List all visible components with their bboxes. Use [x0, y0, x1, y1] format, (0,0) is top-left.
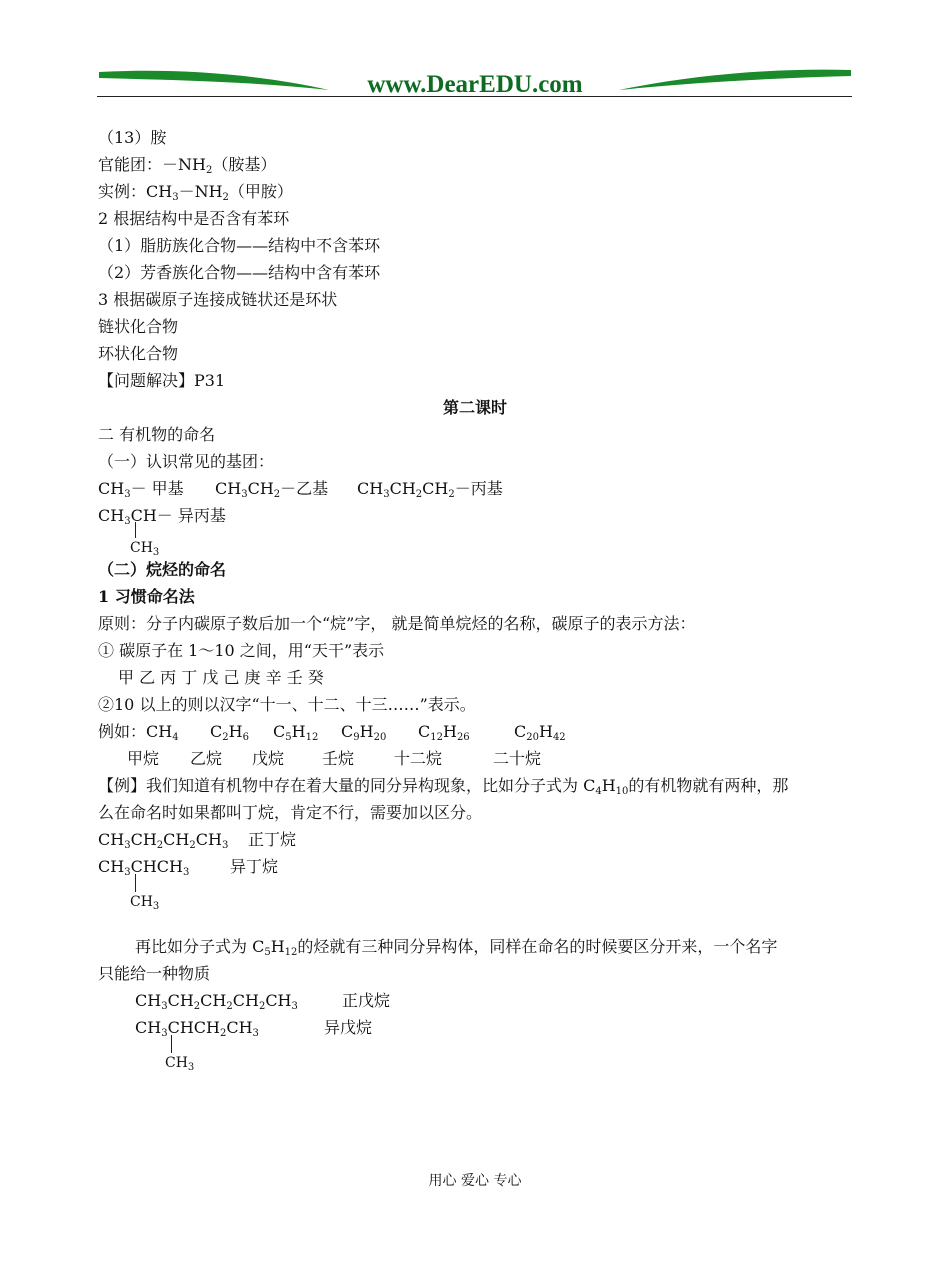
text-line: 3 根据碳原子连接成链状还是环状: [98, 290, 338, 309]
site-logo-text: www.DearEDU.com: [367, 71, 583, 98]
butane-formula: $CH_3CH_2CH_2CH_3$: [98, 830, 229, 851]
branch-methyl: $CH_3$: [130, 894, 160, 912]
alkane-name: 乙烷: [190, 749, 223, 768]
group-formula-line: $CH_3-$ 甲基: [98, 479, 184, 500]
text-line: 环状化合物: [98, 344, 179, 363]
subsection-heading: 1 习惯命名法: [98, 587, 195, 606]
subsection-heading: （二）烷烃的命名: [98, 560, 227, 579]
pentane-formula: $CH_3CH_2CH_2CH_2CH_3$: [135, 991, 298, 1012]
butane-name: 正丁烷: [248, 830, 297, 849]
text-line: ②10 以上的则以汉字“十一、十二、十三……”表示。: [98, 695, 476, 714]
isopentane-formula: $CH_3CHCH_2CH_3$: [135, 1018, 259, 1039]
text-line: 原则：分子内碳原子数后加一个“烷”字， 就是简单烷烃的名称，碳原子的表示方法：: [98, 614, 696, 633]
text-line: （13）胺: [98, 128, 167, 147]
isobutane-name: 异丁烷: [230, 857, 279, 876]
text-line: 实例：$CH_3-NH_2$（甲胺）: [98, 182, 293, 203]
alkane-formula: $C_{12}H_{26}$: [418, 722, 470, 743]
text-line: （1）脂肪族化合物——结构中不含苯环: [98, 236, 381, 255]
text-line: 【问题解决】P31: [98, 371, 226, 390]
header-divider: [97, 96, 852, 97]
branch-methyl: $CH_3$: [165, 1055, 195, 1073]
text-line: 2 根据结构中是否含有苯环: [98, 209, 290, 228]
alkane-formula: $C_5H_{12}$: [273, 722, 319, 743]
alkane-name: 壬烷: [322, 749, 355, 768]
text-line: 再比如分子式为 $C_5H_{12}$的烃就有三种同分异构体，同样在命名的时候要区分开来，一个名字: [135, 937, 778, 958]
alkane-name: 甲烷: [127, 749, 160, 768]
text-line: （2）芳香族化合物——结构中含有苯环: [98, 263, 381, 282]
isopropyl-formula: $CH_3CH-$ 异丙基: [98, 506, 226, 527]
branch-methyl: $CH_3$: [130, 540, 160, 558]
alkane-formula: 例如：$CH_4$: [98, 722, 179, 743]
alkane-formula: $C_2H_6$: [210, 722, 249, 743]
text-line: 二 有机物的命名: [98, 425, 216, 444]
alkane-name: 戊烷: [252, 749, 285, 768]
text-line: 【例】我们知道有机物中存在着大量的同分异构现象，比如分子式为 $C_4H_{10}$的有机物就有两种，那: [98, 776, 789, 797]
text-line: 官能团：$-NH_2$（胺基）: [98, 155, 277, 176]
alkane-name: 十二烷: [394, 749, 443, 768]
bond-line: [135, 874, 136, 892]
text-line: 甲 乙 丙 丁 戊 己 庚 辛 壬 癸: [118, 668, 324, 687]
bond-line: [171, 1035, 172, 1053]
isopentane-name: 异戊烷: [324, 1018, 373, 1037]
text-line: （一）认识常见的基团：: [98, 452, 275, 471]
alkane-formula: $C_9H_{20}$: [341, 722, 387, 743]
isobutane-formula: $CH_3CHCH_3$: [98, 857, 190, 878]
text-line: 只能给一种物质: [98, 964, 211, 983]
green-swoosh-logo: [97, 66, 853, 100]
alkane-formula: $C_{20}H_{42}$: [514, 722, 566, 743]
page-footer: 用心 爱心 专心: [428, 1173, 522, 1189]
pentane-name: 正戊烷: [342, 991, 391, 1010]
section-heading: 第二课时: [442, 398, 507, 417]
group-formula-line: $CH_3CH_2CH_2-$丙基: [357, 479, 503, 500]
group-formula-line: $CH_3CH_2-$乙基: [215, 479, 329, 500]
text-line: ① 碳原子在 1～10 之间，用“天干”表示: [98, 641, 385, 660]
site-header-banner: [97, 66, 853, 100]
alkane-name: 二十烷: [493, 749, 542, 768]
text-line: 么在命名时如果都叫丁烷，肯定不行，需要加以区分。: [98, 803, 483, 822]
bond-line: [135, 522, 136, 538]
text-line: 链状化合物: [98, 317, 179, 336]
